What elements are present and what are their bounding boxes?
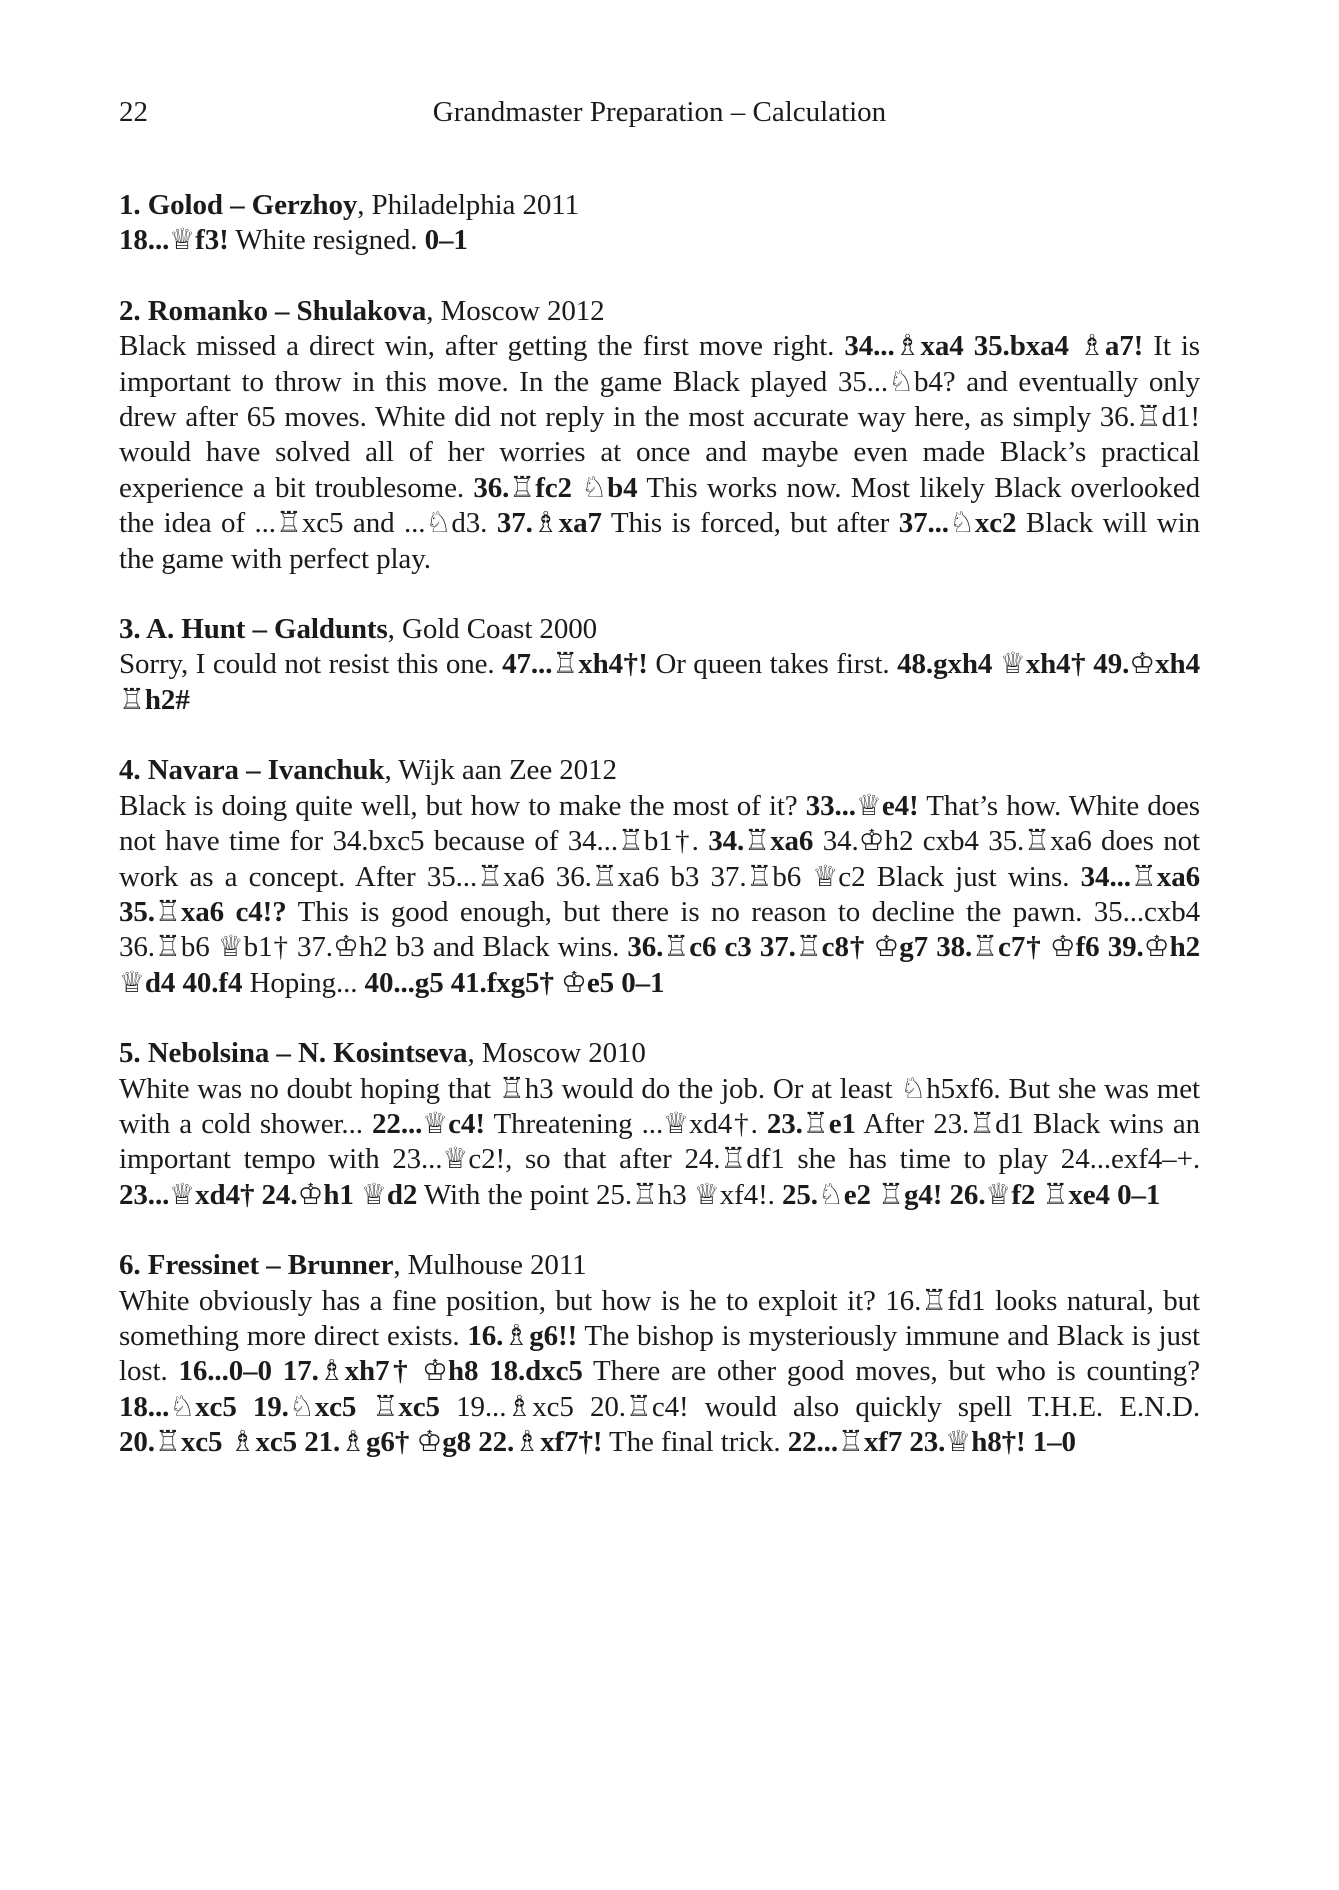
- solution-6: [119, 1248, 1200, 1460]
- commentary-text: Threatening ...♕xd4†.: [484, 1107, 767, 1140]
- commentary-text: It is important to throw in this move. In the game Black played 35...♘b4? and eventually only drew after 65 moves. White did not reply in the most accurate way here, as simply 36.♖d1! would have solved all of her worries at once and maybe even made Black’s practical experience a bit troublesome.: [119, 330, 1200, 504]
- solution-venue: , Philadelphia 2011: [357, 189, 579, 221]
- solution-players: 6. Fressinet – Brunner: [119, 1249, 394, 1282]
- solution-players: 2. Romanko – Shulakova: [119, 294, 427, 327]
- solution-heading: [119, 753, 1200, 788]
- solution-body: [119, 223, 1200, 258]
- running-header: [119, 95, 1200, 131]
- move-text: 23...♕xd4† 24.♔h1 ♕d2: [119, 1178, 418, 1211]
- move-text: 34...♖xa6 35.♖xa6 c4!?: [119, 860, 1200, 928]
- move-text: 48.gxh4 ♕xh4† 49.♔xh4 ♖h2#: [119, 648, 1200, 716]
- solution-body: [119, 1284, 1200, 1461]
- move-text: 16.♗g6!!: [467, 1319, 578, 1352]
- commentary-text: The final trick.: [602, 1426, 788, 1459]
- move-text: 16...0–0 17.♗xh7† ♔h8 18.dxc5: [178, 1355, 583, 1388]
- solution-1: [119, 188, 1200, 259]
- move-text: 33...♕e4!: [805, 789, 919, 822]
- commentary-text: Black is doing quite well, but how to make the most of it?: [119, 789, 806, 822]
- commentary-text: This is forced, but after: [601, 507, 899, 540]
- move-text: 47...♖xh4†!: [502, 648, 648, 681]
- move-text: 34.♖xa6: [708, 825, 814, 858]
- solution-5: [119, 1036, 1200, 1213]
- running-title: Grandmaster Preparation – Calculation: [432, 96, 887, 128]
- commentary-text: 19...♗xc5 20.♖c4! would also quickly spell T.H.E. E.N.D.: [439, 1390, 1200, 1423]
- commentary-text: White resigned.: [228, 224, 425, 257]
- move-text: 22...♖xf7 23.♕h8†! 1–0: [787, 1426, 1076, 1459]
- solution-3: [119, 612, 1200, 718]
- solution-heading: [119, 612, 1200, 647]
- commentary-text: This is good enough, but there is no reason to decline the pawn. 35...cxb4 36.♖b6 ♕b1† 37.♔h2 b3 and Black wins.: [119, 895, 1201, 964]
- commentary-text: The bishop is mysteriously immune and Black is just lost.: [119, 1319, 1200, 1388]
- commentary-text: Or queen takes first.: [647, 648, 898, 681]
- solution-venue: , Moscow 2012: [426, 294, 605, 327]
- commentary-text: With the point 25.♖h3 ♕xf4!.: [417, 1178, 782, 1211]
- solution-players: 1. Golod – Gerzhoy: [119, 189, 358, 221]
- commentary-text: White was no doubt hoping that ♖h3 would do the job. Or at least ♘h5xf6. But she was met with a cold shower...: [119, 1072, 1200, 1140]
- move-text: 25.♘e2 ♖g4! 26.♕f2 ♖xe4 0–1: [781, 1178, 1161, 1211]
- solution-body: [119, 1072, 1200, 1214]
- commentary-text: Black missed a direct win, after getting the first move right.: [119, 330, 845, 363]
- solution-body: [119, 329, 1200, 577]
- solution-venue: , Wijk aan Zee 2012: [384, 754, 617, 787]
- move-text: 40...g5 41.fxg5† ♔e5 0–1: [364, 966, 665, 999]
- solution-players: 3. A. Hunt – Galdunts: [119, 613, 388, 646]
- move-text: 22...♕c4!: [372, 1107, 485, 1140]
- solution-venue: , Moscow 2010: [467, 1037, 646, 1070]
- solution-players: 4. Navara – Ivanchuk: [119, 754, 385, 787]
- solution-body: [119, 789, 1200, 1001]
- commentary-text: After 23.♖d1 Black wins an important tempo with 23...♕c2!, so that after 24.♖df1 she has time to play 24...exf4–+.: [119, 1107, 1200, 1176]
- solution-heading: [119, 188, 1200, 223]
- move-text: 23.♖e1: [766, 1107, 856, 1140]
- solution-venue: , Mulhouse 2011: [393, 1249, 587, 1282]
- commentary-text: Black will win the game with perfect play.: [119, 507, 1200, 575]
- solution-body: [119, 647, 1200, 718]
- move-text: 34...♗xa4 35.bxa4 ♗a7!: [844, 330, 1144, 363]
- solution-heading: [119, 1036, 1200, 1071]
- move-text: 36.♖fc2 ♘b4: [473, 471, 638, 504]
- commentary-text: There are other good moves, but who is counting?: [582, 1355, 1200, 1388]
- move-text: 18...♕f3!: [119, 224, 229, 257]
- commentary-text: Sorry, I could not resist this one.: [119, 648, 503, 681]
- move-text: 0–1: [424, 224, 468, 257]
- commentary-text: This works now. Most likely Black overlooked the idea of ...♖xc5 and ...♘d3.: [119, 471, 1200, 540]
- move-text: 20.♖xc5 ♗xc5 21.♗g6† ♔g8 22.♗xf7†!: [119, 1426, 603, 1459]
- page-number: 22: [119, 96, 148, 128]
- move-text: 36.♖c6 c3 37.♖c8† ♔g7 38.♖c7† ♔f6 39.♔h2 ♕d4 40.f4: [119, 931, 1200, 999]
- move-text: 37...♘xc2: [898, 507, 1017, 540]
- solution-players: 5. Nebolsina – N. Kosintseva: [119, 1037, 468, 1070]
- solution-4: [119, 753, 1200, 1001]
- solution-venue: , Gold Coast 2000: [387, 613, 598, 646]
- move-text: 18...♘xc5 19.♘xc5 ♖xc5: [119, 1390, 440, 1423]
- commentary-text: White obviously has a fine position, but how is he to exploit it? 16.♖fd1 looks natural, but something more direct exists.: [119, 1284, 1200, 1352]
- commentary-text: 34.♔h2 cxb4 35.♖xa6 does not work as a concept. After 35...♖xa6 36.♖xa6 b3 37.♖b6 ♕c2 Black just wins.: [119, 825, 1200, 893]
- solutions-list: [119, 188, 1200, 1461]
- solution-heading: [119, 1248, 1200, 1283]
- move-text: 37.♗xa7: [496, 507, 602, 540]
- solution-2: [119, 294, 1200, 577]
- commentary-text: Hoping...: [242, 966, 365, 999]
- solution-heading: [119, 294, 1200, 329]
- commentary-text: That’s how. White does not have time for 34.bxc5 because of 34...♖b1†.: [119, 789, 1200, 858]
